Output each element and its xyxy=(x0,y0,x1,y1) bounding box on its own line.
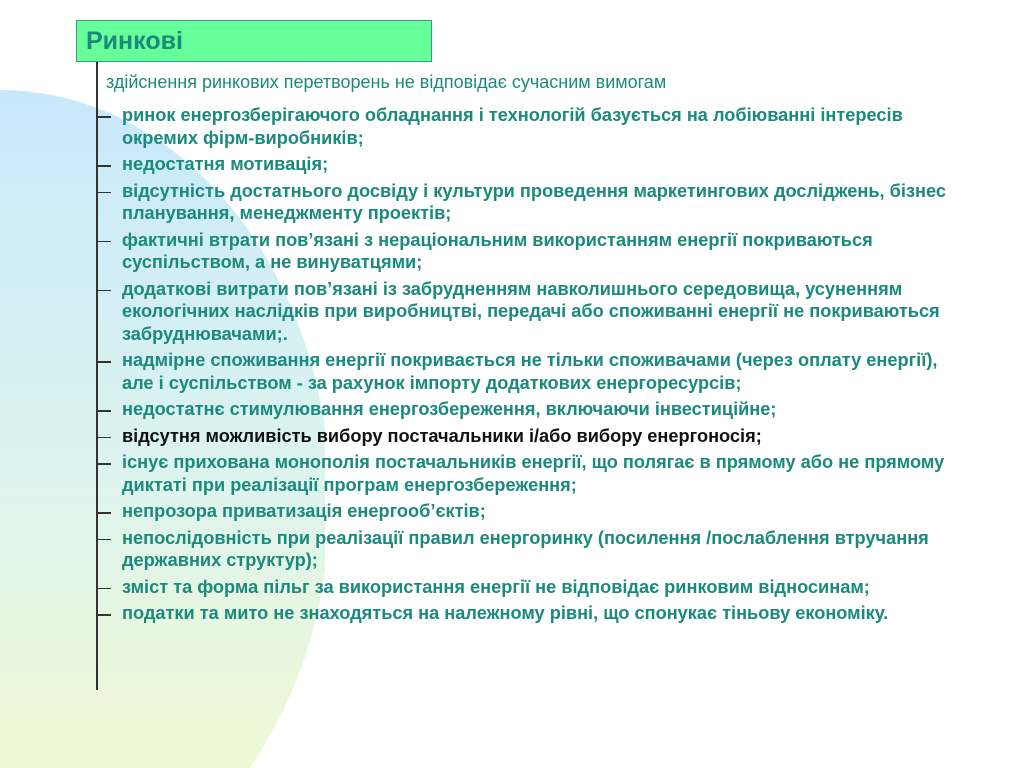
branch-tick xyxy=(96,512,111,514)
list-item-highlighted xyxy=(96,425,966,448)
list-item xyxy=(96,500,966,523)
list-item xyxy=(96,398,966,421)
list-item xyxy=(96,349,966,394)
list-item xyxy=(96,229,966,274)
branch-tick xyxy=(96,192,111,194)
subtitle: здійснення ринкових перетворень не відповідає сучасним вимогам xyxy=(106,72,667,92)
list-item xyxy=(96,104,966,149)
list-item-text: фактичні втрати пов’язані з нераціональним використанням енергії покриваються суспільством, а не винуватцями; xyxy=(122,229,873,272)
list-item-text: непослідовність при реалізації правил енергоринку (посилення /послаблення втручання державних структур); xyxy=(122,527,929,570)
list-item-text: додаткові витрати пов’язані із забрудненням навколишнього середовища, усуненням екологічних наслідків при виробництві, передачі або споживанні енергії не покриваються забруднювачами;. xyxy=(122,278,940,344)
list-item-text: недостатня мотивація; xyxy=(122,154,329,174)
list-item-text: ринок енергозберігаючого обладнання і технологій базується на лобіюванні інтересів окремих фірм-виробників; xyxy=(122,105,903,148)
branch-tick xyxy=(96,463,111,465)
list-item xyxy=(96,527,966,572)
branch-tick xyxy=(96,361,111,363)
branch-tick xyxy=(96,614,111,616)
list-item xyxy=(96,278,966,346)
list-item-text: існує прихована монополія постачальників енергії, що полягає в прямому або не прямому диктаті при реалізації програм енергозбереження; xyxy=(122,452,945,495)
page-title: Ринкові xyxy=(86,27,183,55)
list-item-text: надмірне споживання енергії покривається не тільки споживачами (через оплату енергії), але і суспільством - за рахунок імпорту додаткових енергоресурсів; xyxy=(122,350,938,393)
list-item-text: відсутність достатнього досвіду і культури проведення маркетингових досліджень, бізнес планування, менеджменту проектів; xyxy=(122,180,946,223)
branch-tick xyxy=(96,290,111,292)
list-item xyxy=(96,451,966,496)
list-item xyxy=(96,180,966,225)
branch-tick xyxy=(96,588,111,590)
list-item-text: зміст та форма пільг за використання енергії не відповідає ринковим відносинам; xyxy=(122,576,870,597)
list-item xyxy=(96,602,966,625)
branch-tick xyxy=(96,116,111,118)
list-item-text: непрозора приватизація енергооб’єктів; xyxy=(122,501,486,521)
title-box xyxy=(76,20,432,62)
list-item-text: податки та мито не знаходяться на належному рівні, що спонукає тіньову економіку. xyxy=(122,603,889,623)
list-item-text: недостатнє стимулювання енергозбереження, включаючи інвестиційне; xyxy=(122,399,777,419)
items-list xyxy=(96,104,966,629)
list-item-text: відсутня можливість вибору постачальники і/або вибору енергоносія; xyxy=(122,425,762,446)
list-item xyxy=(96,153,966,176)
list-item xyxy=(96,576,966,599)
branch-tick xyxy=(96,410,111,412)
branch-tick xyxy=(96,165,111,167)
branch-tick xyxy=(96,241,111,243)
branch-tick xyxy=(96,539,111,541)
branch-tick xyxy=(96,437,111,439)
